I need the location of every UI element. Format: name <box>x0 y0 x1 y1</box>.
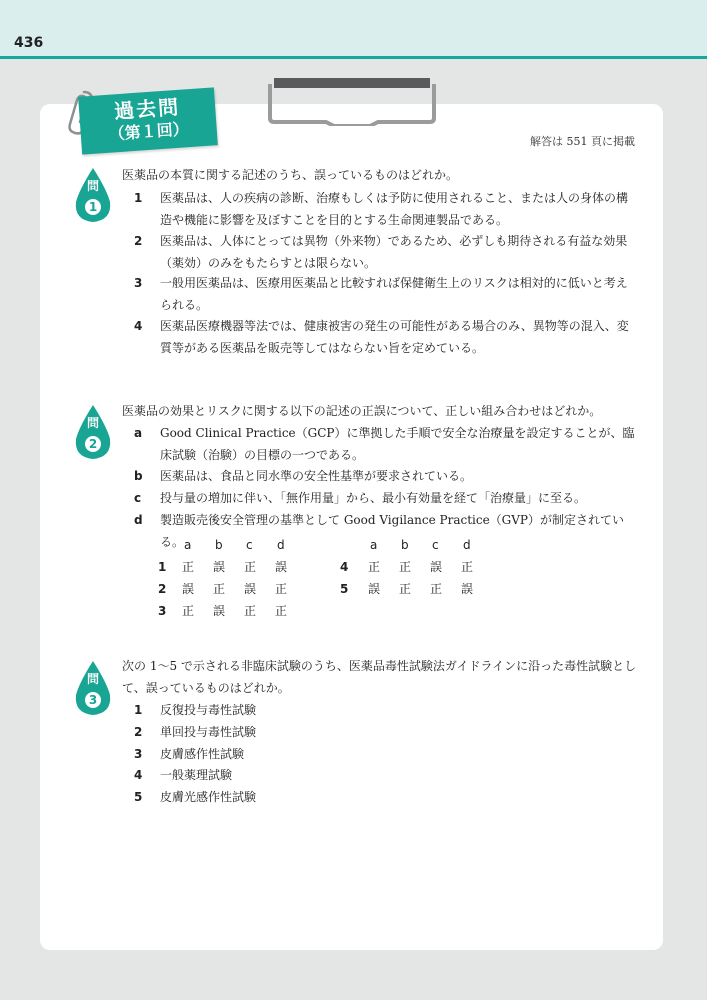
option-key: 3 <box>134 276 143 290</box>
past-exam-title-tag <box>78 87 218 154</box>
table-cell: 誤 <box>213 560 226 574</box>
question-badge-1 <box>73 166 113 224</box>
table-cell: 正 <box>368 560 381 574</box>
option-key: c <box>134 491 142 505</box>
question-badge-2 <box>73 403 113 461</box>
question-badge-3 <box>73 659 113 717</box>
answer-note: 解答は 551 頁に掲載 <box>530 135 635 148</box>
option-key: 2 <box>134 234 143 248</box>
option-key: 5 <box>134 790 143 804</box>
option-key: 1 <box>134 703 143 717</box>
table-cell: 正 <box>461 560 474 574</box>
table-cell: 正 <box>244 604 257 618</box>
page-header-band <box>0 0 707 56</box>
page-number: 436 <box>14 35 44 51</box>
table-header: d <box>463 538 471 552</box>
drop-icon <box>73 403 113 461</box>
option-text: 単回投与毒性試験 <box>160 725 257 739</box>
option-key: 4 <box>134 768 143 782</box>
table-cell: 正 <box>275 604 288 618</box>
table-cell: 誤 <box>244 582 257 596</box>
table-cell: 正 <box>275 582 288 596</box>
question-stem-3: 次の 1〜5 で示される非臨床試験のうち、医薬品毒性試験法ガイドラインに沿った毒性試験として、誤っているものはどれか。 <box>122 659 637 695</box>
table-cell: 正 <box>430 582 443 596</box>
table-row-number: 4 <box>340 560 349 574</box>
option-row <box>122 487 637 509</box>
table-cell: 誤 <box>275 560 288 574</box>
table-header: d <box>277 538 285 552</box>
table-header: c <box>432 538 439 552</box>
table-cell: 正 <box>399 582 412 596</box>
table-header: b <box>401 538 409 552</box>
badge-label: 問 <box>86 416 99 430</box>
option-row <box>122 743 637 765</box>
table-row-number: 2 <box>158 582 167 596</box>
answer-table-left <box>158 534 308 624</box>
option-text: 製造販売後安全管理の基準として Good Vigilance Practice（GVP）が制定されている。 <box>160 513 625 549</box>
option-row <box>122 230 637 274</box>
table-row-number: 3 <box>158 604 167 618</box>
table-cell: 正 <box>244 560 257 574</box>
option-text: 一般薬理試験 <box>160 768 233 782</box>
option-key: a <box>134 426 143 440</box>
table-cell: 誤 <box>213 604 226 618</box>
option-row <box>122 465 637 487</box>
option-key: 1 <box>134 191 143 205</box>
option-text: 医薬品は、人体にとっては異物（外来物）であるため、必ずしも期待される有益な効果（薬効）のみをもたらすとは限らない。 <box>160 234 628 270</box>
option-text: 医薬品は、食品と同水準の安全性基準が要求されている。 <box>160 469 473 483</box>
option-row <box>122 272 637 316</box>
table-row-number: 5 <box>340 582 349 596</box>
badge-label: 問 <box>86 179 99 193</box>
option-row <box>122 422 637 466</box>
option-key: d <box>134 513 143 527</box>
option-row <box>122 187 637 231</box>
badge-number: 2 <box>85 436 101 452</box>
table-cell: 誤 <box>182 582 195 596</box>
table-header: b <box>215 538 223 552</box>
table-header: a <box>184 538 192 552</box>
option-text: 投与量の増加に伴い、「無作用量」から、最小有効量を経て「治療量」に至る。 <box>160 491 587 505</box>
table-cell: 誤 <box>430 560 443 574</box>
header-rule <box>0 56 707 59</box>
option-key: 2 <box>134 725 143 739</box>
badge-number: 1 <box>85 199 101 215</box>
question-stem-2: 医薬品の効果とリスクに関する以下の記述の正誤について、正しい組み合わせはどれか。 <box>122 404 602 418</box>
drop-icon <box>73 166 113 224</box>
table-cell: 誤 <box>461 582 474 596</box>
table-cell: 正 <box>213 582 226 596</box>
badge-number: 3 <box>85 692 101 708</box>
table-cell: 正 <box>182 604 195 618</box>
table-cell: 誤 <box>368 582 381 596</box>
drop-icon <box>73 659 113 717</box>
option-text: 反復投与毒性試験 <box>160 703 257 717</box>
option-text: 皮膚感作性試験 <box>160 747 245 761</box>
option-text: 医薬品医療機器等法では、健康被害の発生の可能性がある場合のみ、異物等の混入、変質等がある医薬品を販売等してはならない旨を定めている。 <box>160 319 629 355</box>
option-row <box>122 315 637 359</box>
option-text: 皮膚光感作性試験 <box>160 790 257 804</box>
option-text: 一般用医薬品は、医療用医薬品と比較すれば保健衛生上のリスクは相対的に低いと考えられる。 <box>160 276 628 312</box>
option-row <box>122 786 637 808</box>
table-cell: 正 <box>182 560 195 574</box>
option-key: 4 <box>134 319 143 333</box>
table-header: a <box>370 538 378 552</box>
title-sub: （第１回） <box>108 119 190 144</box>
table-row-number: 1 <box>158 560 167 574</box>
option-row <box>122 699 637 721</box>
option-text: 医薬品は、人の疾病の診断、治療もしくは予防に使用されること、または人の身体の構造や機能に影響を及ぼすことを目的とする生命関連製品である。 <box>160 191 629 227</box>
table-cell: 正 <box>399 560 412 574</box>
option-row <box>122 764 637 786</box>
option-row <box>122 721 637 743</box>
option-key: b <box>134 469 143 483</box>
clipboard-clip-icon <box>266 78 438 126</box>
option-text: Good Clinical Practice（GCP）に準拠した手順で安全な治療量を設定することが、臨床試験（治験）の目標の一つである。 <box>160 426 635 462</box>
badge-label: 問 <box>86 672 99 686</box>
table-header: c <box>246 538 253 552</box>
question-stem-1: 医薬品の本質に関する記述のうち、誤っているものはどれか。 <box>122 168 459 182</box>
title-main: 過去問 <box>113 94 181 124</box>
answer-table-right <box>340 534 490 604</box>
option-key: 3 <box>134 747 143 761</box>
